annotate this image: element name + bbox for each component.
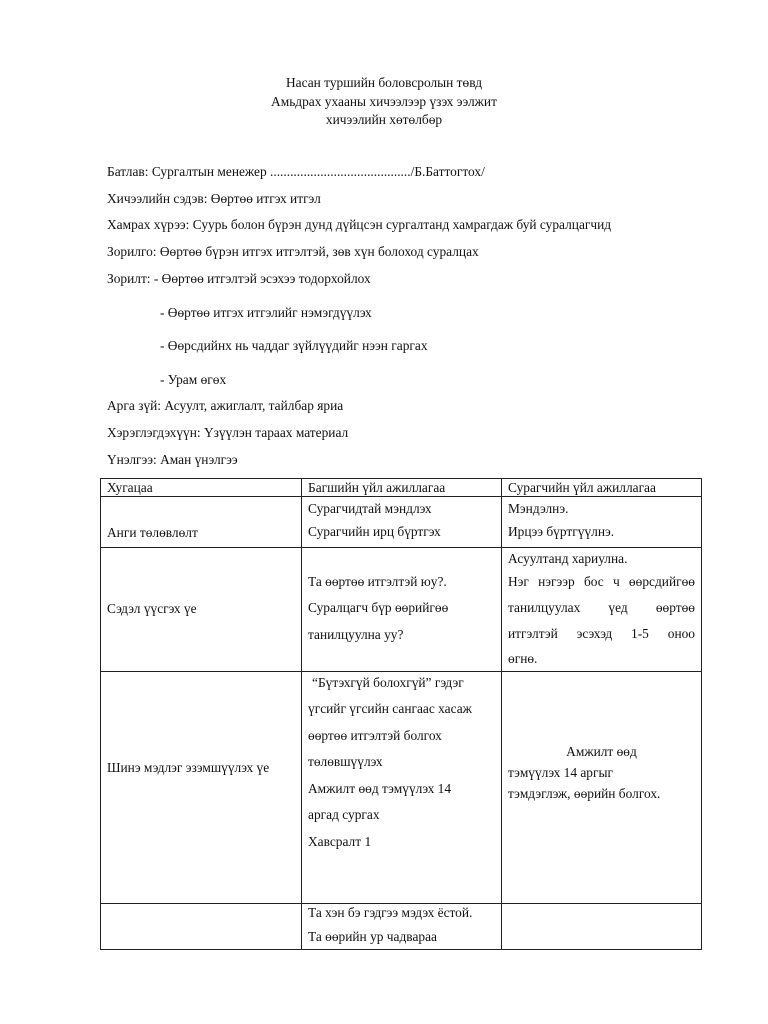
stage-cell [101, 547, 302, 671]
student-line: Ирцээ бүртгүүлнэ. [508, 524, 615, 539]
lesson-goal: Зорилго: Өөртөө бүрэн итгэх итгэлтэй, зөв хүн болоход суралцах [107, 244, 479, 259]
stage-cell [101, 671, 302, 903]
lesson-assessment: Үнэлгээ: Аман үнэлгээ [107, 452, 238, 467]
approval-line: Батлав: Сургалтын менежер ........................................../Б.Баттогтох/ [107, 164, 485, 179]
teacher-line: Сурагчидтай мэндлэх [308, 501, 432, 516]
stage-cell [101, 497, 302, 548]
stage-label: Анги төлөвлөлт [107, 525, 198, 540]
teacher-line: Та өөртөө итгэлтэй юу?. [308, 573, 447, 589]
student-cell [502, 497, 702, 548]
stage-label: Шинэ мэдлэг эзэмшүүлэх үе [107, 760, 270, 775]
teacher-line: төлөвшүүлэх [308, 754, 383, 769]
stage-cell [101, 903, 302, 949]
lesson-scope: Хамрах хүрээ: Суурь болон бүрэн дунд дүйцсэн сургалтанд хамрагдаж буй суралцагчид [107, 217, 612, 232]
table-row [101, 547, 702, 671]
teacher-line: Амжилт өөд тэмүүлэх 14 [308, 780, 452, 796]
title-line-2: Амьдрах ухааны хичээлээр үзэх ээлжит [271, 93, 497, 109]
student-cell [502, 903, 702, 949]
student-line: тэмүүлэх 14 аргыг [508, 764, 613, 780]
objectives-label: Зорилт: - Өөртөө итгэлтэй эсэхээ тодорхойлох [107, 271, 371, 286]
student-cell [502, 547, 702, 671]
header-time: Хугацаа [101, 479, 302, 497]
teacher-line: Та хэн бэ гэдгээ мэдэх ёстой. [308, 904, 473, 920]
student-line: Амжилт өөд [566, 743, 637, 759]
table-row [101, 903, 702, 949]
student-line: Мэндэлнэ. [508, 501, 569, 516]
student-line: өгнө. [508, 650, 538, 666]
lesson-materials: Хэрэглэгдэхүүн: Үзүүлэн тараах материал [107, 425, 349, 440]
teacher-line: Суралцагч бүр өөрийгөө [308, 600, 449, 615]
student-line: танилцуулах үед өөртөө [508, 599, 695, 615]
title-line-1: Насан туршийн боловсролын төвд [285, 75, 483, 90]
student-line: тэмдэглэж, өөрийн болгох. [508, 785, 661, 801]
teacher-line: үгсийг үгсийн сангаас хасаж [308, 701, 472, 716]
header-teacher-activity: Багшийн үйл ажиллагаа [302, 479, 502, 497]
teacher-line: “Бүтэхгүй болохгүй” гэдэг [312, 674, 464, 690]
table-header-row [101, 479, 702, 497]
title-line-3: хичээлийн хөтөлбөр [325, 112, 443, 127]
student-line: итгэлтэй эсэхэд 1-5 оноо [508, 625, 695, 641]
teacher-cell [302, 903, 502, 949]
teacher-cell [302, 671, 502, 903]
teacher-line: Хавсралт 1 [308, 833, 372, 849]
objective-item: - Өөрсдийнх нь чаддаг зүйлүүдийг нээн гаргах [160, 338, 428, 353]
lesson-topic: Хичээлийн сэдэв: Өөртөө итгэх итгэл [107, 191, 321, 206]
objective-item: - Өөртөө итгэх итгэлийг нэмэгдүүлэх [160, 305, 372, 320]
teacher-line: Та өөрийн ур чадвараа [308, 928, 437, 944]
student-cell [502, 671, 702, 903]
teacher-cell [302, 547, 502, 671]
teacher-line: өөртөө итгэлтэй болгох [308, 727, 442, 743]
document-title [0, 74, 768, 130]
teacher-cell [302, 497, 502, 548]
table-row [101, 497, 702, 548]
teacher-line: танилцуулна уу? [308, 626, 404, 642]
teacher-line: аргад сургах [308, 807, 380, 822]
teacher-line: Сурагчийн ирц бүртгэх [308, 524, 441, 539]
lesson-plan-table [100, 478, 702, 950]
objective-item: - Урам өгөх [160, 372, 227, 387]
stage-label: Сэдэл үүсгэх үе [107, 600, 197, 616]
table-row [101, 671, 702, 903]
lesson-method: Арга зүй: Асуулт, ажиглалт, тайлбар яриа [107, 398, 344, 413]
student-line: Нэг нэгээр бос ч өөрсдийгөө [508, 573, 695, 589]
student-line: Асуултанд хариулна. [508, 550, 628, 566]
header-student-activity: Сурагчийн үйл ажиллагаа [502, 479, 702, 497]
